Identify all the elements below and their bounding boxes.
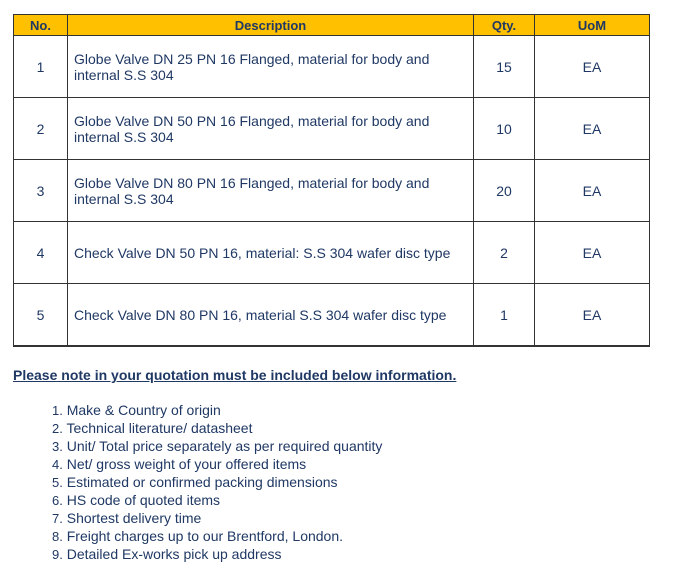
cell-qty: 1 (474, 284, 535, 347)
cell-description: Check Valve DN 50 PN 16, material: S.S 304 wafer disc type (68, 222, 474, 284)
list-item-number: 4. (52, 457, 63, 472)
table-row (14, 222, 650, 284)
cell-description: Check Valve DN 80 PN 16, material S.S 304 wafer disc type (68, 284, 474, 347)
list-item (52, 491, 382, 509)
list-item-text: Detailed Ex-works pick up address (66, 546, 282, 562)
cell-no: 4 (14, 222, 68, 284)
list-item-number: 8. (52, 529, 63, 544)
cell-no: 2 (14, 98, 68, 160)
cell-uom: EA (535, 222, 650, 284)
list-item-number: 7. (52, 511, 63, 526)
table-row (14, 160, 650, 222)
items-table (13, 14, 650, 347)
list-item-text: Make & Country of origin (66, 402, 221, 418)
list-item-number: 1. (52, 403, 63, 418)
cell-qty: 2 (474, 222, 535, 284)
list-item-number: 9. (52, 547, 63, 562)
cell-uom: EA (535, 36, 650, 98)
cell-uom: EA (535, 284, 650, 347)
cell-description: Globe Valve DN 50 PN 16 Flanged, material for body and internal S.S 304 (68, 98, 474, 160)
header-qty: Qty. (474, 15, 535, 36)
list-item (52, 527, 382, 545)
list-item (52, 545, 382, 563)
cell-no: 1 (14, 36, 68, 98)
cell-description: Globe Valve DN 80 PN 16 Flanged, material for body and internal S.S 304 (68, 160, 474, 222)
list-item-number: 6. (52, 493, 63, 508)
table-row (14, 284, 650, 347)
cell-uom: EA (535, 160, 650, 222)
list-item (52, 509, 382, 527)
table-row (14, 98, 650, 160)
list-item-number: 2. (52, 421, 63, 436)
list-item-text: Unit/ Total price separately as per required quantity (66, 438, 383, 454)
cell-uom: EA (535, 98, 650, 160)
list-item (52, 419, 382, 437)
header-description: Description (68, 15, 474, 36)
requirements-list (52, 401, 382, 563)
list-item-number: 3. (52, 439, 63, 454)
cell-description: Globe Valve DN 25 PN 16 Flanged, material for body and internal S.S 304 (68, 36, 474, 98)
table-header-row (14, 15, 650, 36)
list-item-text: Freight charges up to our Brentford, London. (66, 528, 344, 544)
list-item-text: Net/ gross weight of your offered items (66, 456, 307, 472)
cell-qty: 15 (474, 36, 535, 98)
list-item (52, 437, 382, 455)
cell-qty: 10 (474, 98, 535, 160)
list-item (52, 473, 382, 491)
list-item-text: Technical literature/ datasheet (66, 420, 253, 436)
list-item (52, 455, 382, 473)
list-item-number: 5. (52, 475, 63, 490)
list-item (52, 401, 382, 419)
cell-no: 3 (14, 160, 68, 222)
quotation-note-heading: Please note in your quotation must be included below information. (13, 367, 457, 383)
table-row (14, 36, 650, 98)
header-uom: UoM (535, 15, 650, 36)
list-item-text: Estimated or confirmed packing dimensions (66, 474, 338, 490)
cell-no: 5 (14, 284, 68, 347)
header-no: No. (14, 15, 68, 36)
list-item-text: HS code of quoted items (66, 492, 221, 508)
list-item-text: Shortest delivery time (66, 510, 202, 526)
cell-qty: 20 (474, 160, 535, 222)
